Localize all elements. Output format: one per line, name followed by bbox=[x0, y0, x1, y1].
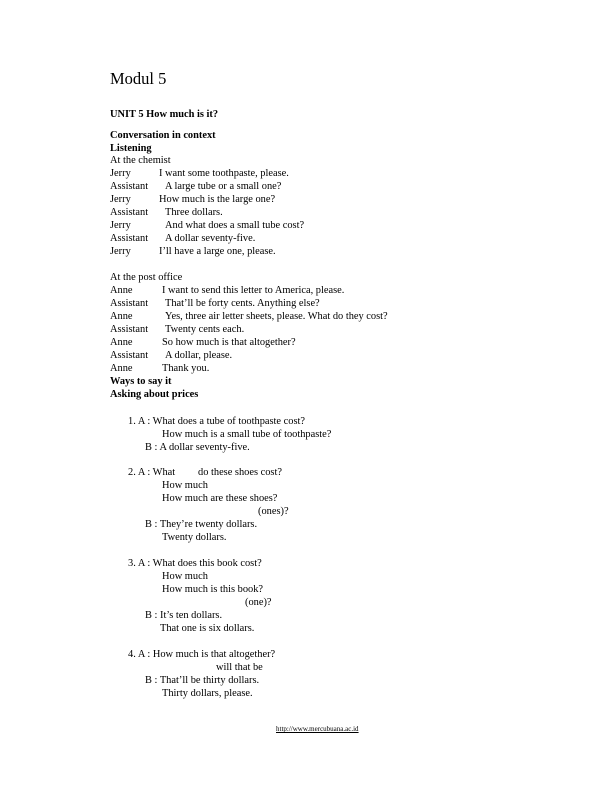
example2-a-line: 2. A : What bbox=[128, 467, 176, 478]
dialogue1-speaker: Assistant bbox=[110, 233, 149, 244]
example1-a-alt: How much is a small tube of toothpaste? bbox=[162, 429, 332, 440]
dialogue2-speaker: Anne bbox=[110, 337, 133, 348]
section-heading: Conversation in context bbox=[110, 130, 216, 141]
dialogue2-line: So how much is that altogether? bbox=[162, 337, 296, 348]
example3-a-line: 3. A : What does this book cost? bbox=[128, 558, 262, 569]
example3-a-alt: (one)? bbox=[245, 597, 272, 608]
dialogue1-line: And what does a small tube cost? bbox=[165, 220, 305, 231]
example3-a-alt: How much is this book? bbox=[162, 584, 264, 595]
dialogue1-speaker: Jerry bbox=[110, 220, 131, 231]
example3-b-alt: That one is six dollars. bbox=[160, 623, 255, 634]
example1-a-line: 1. A : What does a tube of toothpaste cost? bbox=[128, 416, 305, 427]
dialogue2-speaker: Anne bbox=[110, 285, 133, 296]
asking-heading: Asking about prices bbox=[110, 389, 199, 400]
example3-b-line: B : It’s ten dollars. bbox=[145, 610, 223, 621]
dialogue1-line: Three dollars. bbox=[165, 207, 223, 218]
dialogue1-line: I’ll have a large one, please. bbox=[159, 246, 276, 257]
dialogue1-line: How much is the large one? bbox=[159, 194, 276, 205]
example4-a-line: 4. A : How much is that altogether? bbox=[128, 649, 276, 660]
example2-a-alt: How much bbox=[162, 480, 208, 491]
page-title: Modul 5 bbox=[110, 69, 167, 88]
dialogue2-speaker: Anne bbox=[110, 311, 133, 322]
dialogue2-line: Yes, three air letter sheets, please. What do they cost? bbox=[165, 311, 388, 322]
unit-heading: UNIT 5 How much is it? bbox=[110, 109, 219, 120]
example2-a-alt: How much are these shoes? bbox=[162, 493, 278, 504]
dialogue2-line: I want to send this letter to America, please. bbox=[162, 285, 345, 296]
dialogue1-line: I want some toothpaste, please. bbox=[159, 168, 289, 179]
example1-b-line: B : A dollar seventy-five. bbox=[145, 442, 250, 453]
dialogue1-line: A large tube or a small one? bbox=[165, 181, 282, 192]
example2-b-alt: Twenty dollars. bbox=[162, 532, 227, 543]
example2-a-alt: (ones)? bbox=[258, 506, 289, 517]
example4-a-alt: will that be bbox=[216, 662, 263, 673]
dialogue1-speaker: Assistant bbox=[110, 207, 149, 218]
example4-b-line: B : That’ll be thirty dollars. bbox=[145, 675, 260, 686]
example2-a-line-end: do these shoes cost? bbox=[198, 467, 282, 478]
dialogue1-line: A dollar seventy-five. bbox=[165, 233, 256, 244]
dialogue1-speaker: Jerry bbox=[110, 194, 131, 205]
dialogue2-line: Twenty cents each. bbox=[165, 324, 245, 335]
dialogue2-speaker: Assistant bbox=[110, 298, 149, 309]
dialogue1-speaker: Jerry bbox=[110, 246, 131, 257]
example3-a-alt: How much bbox=[162, 571, 208, 582]
dialogue1-speaker: Jerry bbox=[110, 168, 131, 179]
ways-heading: Ways to say it bbox=[110, 376, 172, 387]
listening-label: Listening bbox=[110, 143, 152, 154]
dialogue1-speaker: Assistant bbox=[110, 181, 149, 192]
footer-link[interactable]: http://www.mercubuana.ac.id bbox=[276, 725, 359, 733]
example2-b-line: B : They’re twenty dollars. bbox=[145, 519, 258, 530]
dialogue2-line: That’ll be forty cents. Anything else? bbox=[165, 298, 320, 309]
dialogue2-speaker: Anne bbox=[110, 363, 133, 374]
dialogue2-speaker: Assistant bbox=[110, 350, 149, 361]
example4-b-alt: Thirty dollars, please. bbox=[162, 688, 253, 699]
dialogue2-setting: At the post office bbox=[110, 272, 183, 283]
dialogue2-speaker: Assistant bbox=[110, 324, 149, 335]
dialogue2-line: Thank you. bbox=[162, 363, 210, 374]
dialogue1-setting: At the chemist bbox=[110, 155, 171, 166]
dialogue2-line: A dollar, please. bbox=[165, 350, 233, 361]
